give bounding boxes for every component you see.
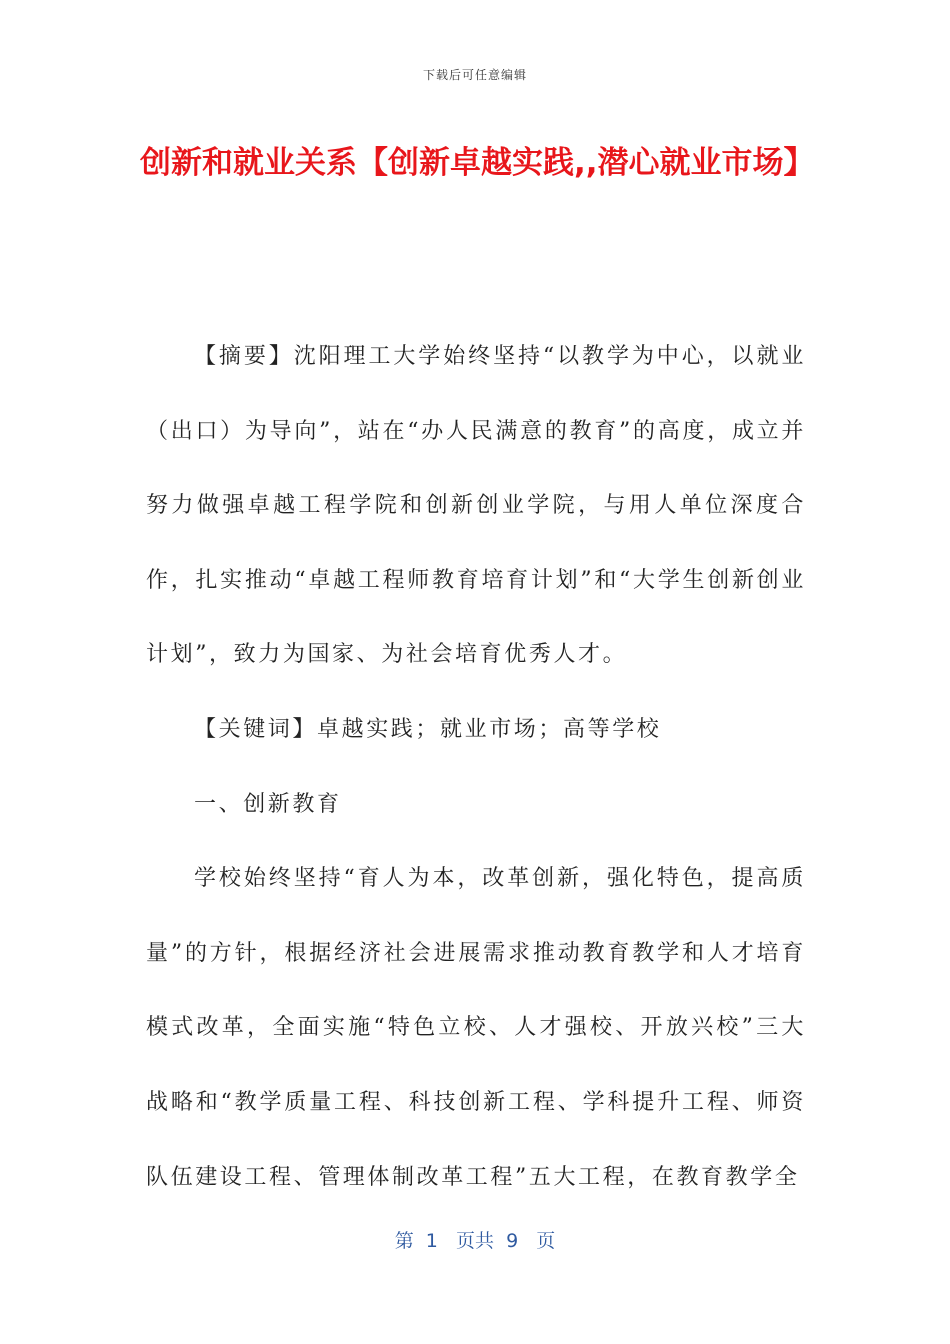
keywords-paragraph: 【关键词】卓越实践；就业市场；高等学校 (194, 716, 662, 742)
document-body (146, 320, 806, 1215)
page-number-footer: 第 1 页共 9 页 (394, 1230, 556, 1252)
body-paragraph: 学校始终坚持“育人为本，改革创新，强化特色，提高质量”的方针，根据经济社会进展需求推动教育教学和人才培育模式改革，全面实施“特色立校、人才强校、开放兴校”三大战略和“教学质量工程、科技创新工程、学科提升工程、师资队伍建设工程、管理体制改革工程”五大工程，在教育教学全 (146, 866, 806, 1190)
page-header-note: 下载后可任意编辑 (422, 68, 527, 82)
section-heading: 一、创新教育 (194, 791, 342, 817)
abstract-paragraph: 【摘要】沈阳理工大学始终坚持“以教学为中心，以就业（出口）为导向”，站在“办人民满意的教育”的高度，成立并努力做强卓越工程学院和创新创业学院，与用人单位深度合作，扎实推动“卓越工程师教育培育计划”和“大学生创新创业计划”，致力为国家、为社会培育优秀人才。 (146, 344, 806, 668)
document-title: 创新和就业关系【创新卓越实践,,潜心就业市场】 (140, 145, 815, 181)
